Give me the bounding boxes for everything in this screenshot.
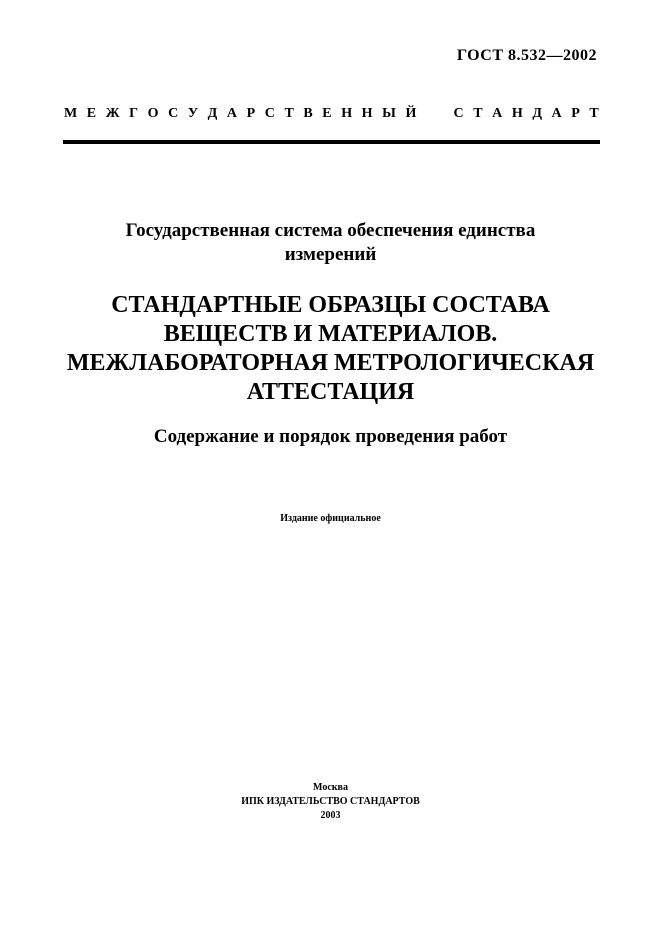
category-word-gap [426,106,444,122]
main-title [50,291,611,407]
system-title-line: Государственная система обеспечения единства [125,220,536,241]
system-title-line: измерений [284,244,377,265]
category-letter: Н [341,106,353,121]
category-letter: Й [405,106,417,121]
standard-designation: ГОСТ 8.532—2002 [456,47,597,64]
imprint-publisher: ИПК ИЗДАТЕЛЬСТВО СТАНДАРТОВ [241,796,420,807]
category-letter: М [64,106,78,121]
main-title-line: МЕЖЛАБОРАТОРНАЯ МЕТРОЛОГИЧЕСКАЯ [66,350,595,376]
category-letter: С [453,106,464,121]
category-letter: Е [322,106,332,121]
category-letter: Р [246,106,256,121]
main-title-line: ВЕЩЕСТВ И МАТЕРИАЛОВ. [163,321,498,347]
category-letter: Е [86,106,97,121]
category-letter: Р [571,106,580,121]
category-letter: А [492,106,503,121]
imprint-city: Москва [313,782,348,793]
category-letter: В [303,106,313,121]
category-letter: О [147,106,159,121]
category-letter: А [551,106,562,121]
category-letter: Г [129,106,139,121]
main-title-line: СТАНДАРТНЫЕ ОБРАЗЦЫ СОСТАВА [111,292,550,318]
category-letter: Т [284,106,294,121]
category-letter: Н [511,106,523,121]
category-letter: Н [361,106,373,121]
category-letter: С [168,106,179,121]
category-letter: Ы [382,106,396,121]
imprint-year: 2003 [320,810,341,821]
category-letter: Т [589,106,599,121]
imprint [60,781,601,823]
category-letter: У [187,106,199,121]
subtitle: Содержание и порядок проведения работ [153,426,508,447]
category-letter: Т [473,106,483,121]
category-letter: Ж [105,106,120,121]
system-title [60,219,601,267]
edition-note: Издание официальное [280,513,381,524]
category-letter: Д [532,106,542,121]
standard-category [64,106,599,122]
category-letter: Д [207,106,218,121]
header-divider [63,140,600,144]
category-letter: А [226,106,238,121]
category-letter: С [264,106,275,121]
main-title-line: АТТЕСТАЦИЯ [246,379,415,405]
